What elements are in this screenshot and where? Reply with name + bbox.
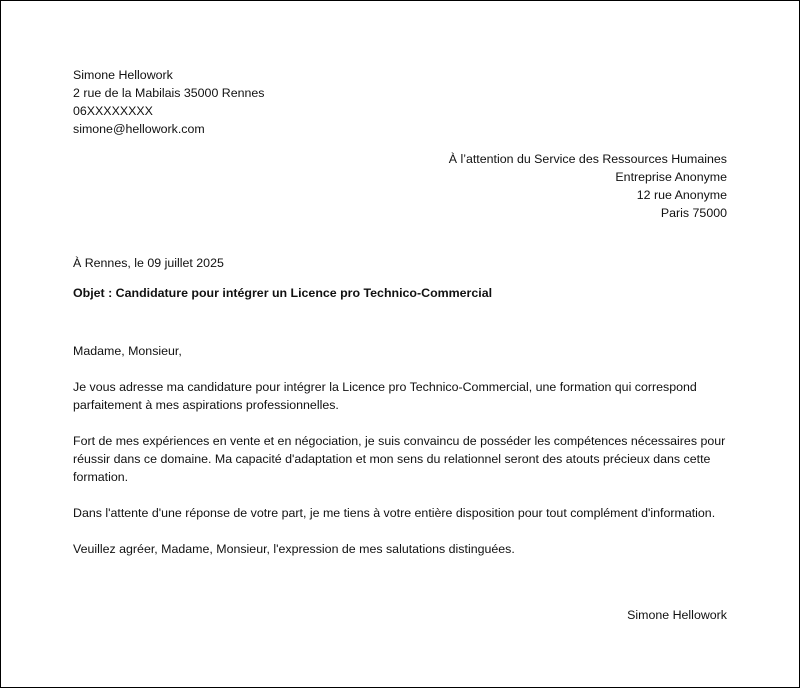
sender-phone: 06XXXXXXXX bbox=[73, 104, 153, 118]
paragraph-availability: Dans l'attente d'une réponse de votre part, je me tiens à votre entière disposition pour tout complément d'information. bbox=[73, 506, 716, 520]
signature: Simone Hellowork bbox=[627, 608, 727, 622]
salutation: Madame, Monsieur, bbox=[73, 344, 182, 358]
paragraph-experience: Fort de mes expériences en vente et en négociation, je suis convaincu de posséder les compétences nécessaires pour réussir dans ce domaine. Ma capacité d'adaptation et mon sens du relationnel seront des atouts précieux dans cette formation. bbox=[73, 434, 726, 484]
letter-subject: Objet : Candidature pour intégrer un Licence pro Technico-Commercial bbox=[73, 286, 493, 300]
recipient-block bbox=[449, 150, 727, 222]
sender-email: simone@hellowork.com bbox=[73, 122, 205, 136]
recipient-city: Paris 75000 bbox=[660, 206, 727, 220]
paragraph-intro: Je vous adresse ma candidature pour intégrer la Licence pro Technico-Commercial, une formation qui correspond parfaitement à mes aspirations professionnelles. bbox=[73, 380, 697, 412]
paragraph-closing: Veuillez agréer, Madame, Monsieur, l'expression de mes salutations distinguées. bbox=[73, 542, 515, 556]
recipient-company: Entreprise Anonyme bbox=[615, 170, 727, 184]
recipient-attention: À l’attention du Service des Ressources Humaines bbox=[448, 152, 727, 166]
sender-name: Simone Hellowork bbox=[73, 68, 173, 82]
sender-block bbox=[73, 66, 265, 138]
letter-body bbox=[73, 342, 733, 576]
sender-address: 2 rue de la Mabilais 35000 Rennes bbox=[73, 86, 265, 100]
letter-date: À Rennes, le 09 juillet 2025 bbox=[73, 256, 224, 270]
recipient-street: 12 rue Anonyme bbox=[636, 188, 727, 202]
